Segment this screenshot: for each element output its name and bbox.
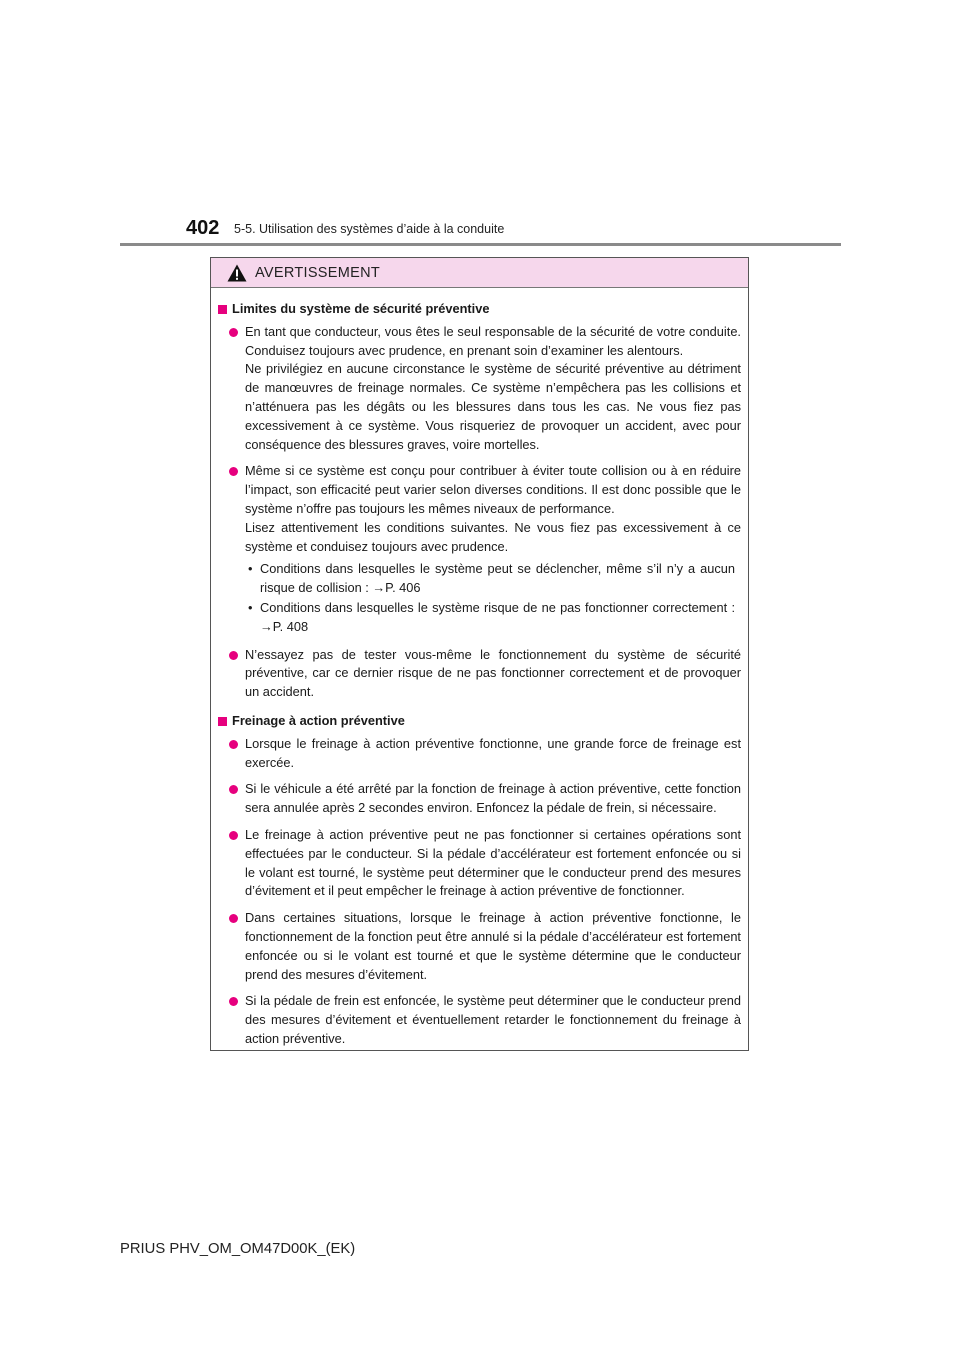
bullet-paragraph: Même si ce système est conçu pour contribuer à éviter toute collision ou à en réduire l’impact, son efficacité peut varier selon diverses conditions. Il est donc possible que le système n’offre pas toujours les mêmes niveaux de performance. [245,463,741,516]
round-bullet-icon [229,740,238,749]
sub-bullet-icon: • [248,561,253,577]
section-heading-text: Freinage à action préventive [232,712,405,728]
header-rule [120,243,841,246]
round-bullet-icon [229,651,238,660]
section-heading-text: Limites du système de sécurité préventive [232,301,490,316]
bullet-paragraph: Lorsque le freinage à action préventive fonctionne, une grande force de freinage est exercée. [245,735,741,770]
section-title: 5-5. Utilisation des systèmes d’aide à la conduite [234,222,505,236]
warning-title: AVERTISSEMENT [255,264,381,281]
bullet-item [218,992,741,1048]
document-code: PRIUS PHV_OM_OM47D00K_(EK) [120,1241,356,1257]
round-bullet-icon [229,997,238,1006]
section-heading [218,712,741,731]
sub-item [245,599,741,637]
bullet-paragraph: Si le véhicule a été arrêté par la fonction de freinage à action préventive, cette fonction sera annulée après 2 secondes environ. Enfoncez la pédale de frein, si nécessaire. [245,781,741,816]
square-bullet-icon [218,717,227,726]
bullet-paragraph: Lisez attentivement les conditions suivantes. Ne vous fiez pas excessivement à ce système et conduisez toujours avec prudence. [245,519,741,554]
sub-item-text: Conditions dans lesquelles le système risque de ne pas fonctionner correctement : →P. 408 [260,599,735,634]
bullet-item [218,735,741,773]
section-limits [218,300,741,702]
bullet-paragraph: N’essayez pas de tester vous-même le fonctionnement du système de sécurité préventive, car ce dernier risque de ne pas fonctionner correctement et de provoquer un accident. [245,646,741,700]
sub-bullet-icon: • [248,599,253,615]
round-bullet-icon [229,328,238,337]
bullet-paragraph: Si la pédale de frein est enfoncée, le système peut déterminer que le conducteur prend des mesures d’évitement et éventuellement retarder le fonctionnement du freinage à action préventive. [245,993,741,1046]
round-bullet-icon [229,831,238,840]
warning-body [211,288,748,1049]
bullet-paragraph: Dans certaines situations, lorsque le freinage à action préventive fonctionne, le fonctionnement de la fonction peut être annulé si la pédale d’accélérateur est fortement enfoncée ou si le volant est tourné et que le système détermine que le conducteur prend des mesures d’évitement. [245,910,741,982]
sub-item [245,560,741,598]
sub-item-text: Conditions dans lesquelles le système peut se déclencher, même s’il n’y a aucun risque de collision : →P. 406 [260,561,735,596]
section-heading [218,300,741,319]
bullet-paragraph: Le freinage à action préventive peut ne pas fonctionner si certaines opérations sont effectuées par le conducteur. Si la pédale d’accélérateur est fortement enfoncée ou si le volant est tourné, le système peut déterminer que le conducteur prend des mesures d’évitement et il peut empêcher le freinage à action préventive de fonctionner. [245,826,741,899]
section-preventive-braking [218,712,741,1049]
square-bullet-icon [218,305,227,314]
warning-header [211,258,748,288]
bullet-item [218,780,741,818]
bullet-item [218,909,741,984]
warning-box [210,257,749,1051]
round-bullet-icon [229,785,238,794]
bullet-item [218,323,741,455]
page-number: 402 [186,217,220,239]
round-bullet-icon [229,914,238,923]
bullet-paragraph: En tant que conducteur, vous êtes le seul responsable de la sécurité de votre conduite. Conduisez toujours avec prudence, en prenant soin d’examiner les alentours. [245,323,741,358]
bullet-item [218,646,741,702]
bullet-item [218,826,741,901]
round-bullet-icon [229,467,238,476]
warning-triangle-icon [227,264,247,282]
bullet-paragraph: Ne privilégiez en aucune circonstance le système de sécurité préventive au détriment de manœuvres de freinage normales. Ce système n’empêchera pas les collisions et n’atténuera pas les dégâts ou les blessures dans tous les cas. Ne vous fiez pas excessivement à ce système. Vous risqueriez de provoquer un accident, avec pour conséquence des blessures graves, voire mortelles. [245,361,741,452]
bullet-item [218,462,741,637]
sub-list [245,560,741,636]
